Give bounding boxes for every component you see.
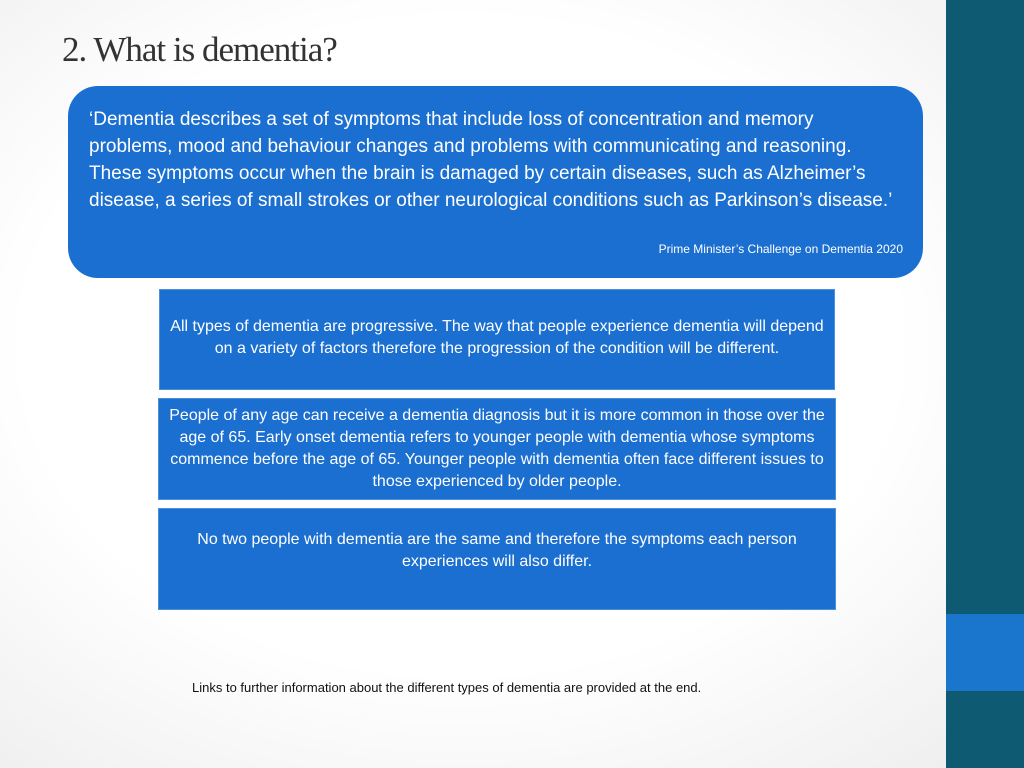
slide-title: 2. What is dementia?: [62, 30, 337, 69]
info-box-progressive: [159, 289, 835, 390]
info-box-text: All types of dementia are progressive. The way that people experience dementia will depend on a variety of factors therefore the progression of the condition will be different.: [170, 317, 824, 357]
info-box-age: [158, 398, 836, 500]
quote-text: ‘Dementia describes a set of symptoms that include loss of concentration and memory problems, mood and behaviour changes and problems with communicating and reasoning. These symptoms occur when the brain is damaged by certain diseases, such as Alzheimer’s disease, a series of small strokes or other neurological conditions such as Parkinson’s disease.’: [89, 109, 893, 211]
footnote: Links to further information about the different types of dementia are provided at the end.: [192, 680, 702, 695]
quote-source: Prime Minister’s Challenge on Dementia 2020: [658, 242, 903, 256]
quote-box: [68, 86, 923, 278]
info-box-text: No two people with dementia are the same and therefore the symptoms each person experiences will also differ.: [197, 531, 797, 570]
info-box-individual: [158, 508, 836, 610]
side-bar-accent: [946, 614, 1024, 691]
info-box-text: People of any age can receive a dementia diagnosis but it is more common in those over the age of 65. Early onset dementia refers to younger people with dementia whose symptoms commence before the age of 65. Younger people with dementia often face different issues to those experienced by older people.: [169, 407, 825, 490]
